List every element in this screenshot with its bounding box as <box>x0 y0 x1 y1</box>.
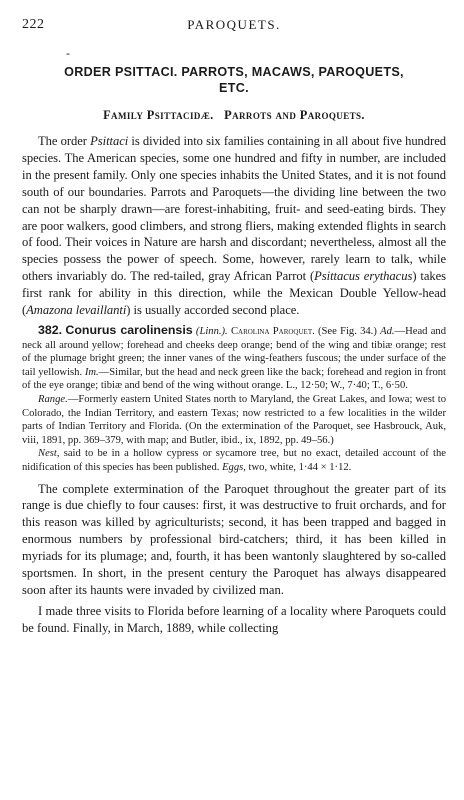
species-description <box>22 324 446 393</box>
page-number: 222 <box>22 17 45 32</box>
intro-text-3: ) takes first rank for ability in this direction, while the Mexican Double Yellow-head ( <box>22 269 446 318</box>
range-text: —Formerly eastern United States north to Maryland, the Great Lakes, and Iowa; west to Colorado, the Indian Territory, and eastern Texas; now restricted to a few localities in the wilder parts of Indian Territory and Florida. (On the extermination of the Paroquet, see Hasbrouck, Auk, viii, 1891, pp. 369–379, with map; and Butler, ibid., ix, 1892, pp. 49–56.) <box>22 393 446 446</box>
running-title: PAROQUETS. <box>187 17 281 32</box>
species-account <box>22 324 446 475</box>
stray-dash: - <box>66 46 70 60</box>
family-label: Family Psittacidæ. <box>103 108 214 122</box>
nest-text: , said to be in a hollow cypress or sycamore tree, but no exact, detailed account of the nidification of this species has been published. <box>22 448 446 473</box>
intro-italic-psittaci: Psittaci <box>90 134 129 148</box>
species-number: 382. <box>38 322 63 337</box>
body-paragraph-2: I made three visits to Florida before learning of a locality where Paroquets could be found. Finally, in March, 1889, while collecting <box>22 603 446 635</box>
order-heading <box>22 64 446 96</box>
family-heading <box>22 108 446 123</box>
intro-text-2: is divided into six families containing in all about five hundred species. The American species, some one hundred and fifty in number, are included in the present family. Only one species inhabits the United States, and it is not found south of our boundaries. Parrots and Paroquets—the dividing line between the two can not be sharply drawn—are forest-inhabiting, fruit- and seed-eating birds. They are poor walkers, good climbers, and strong fliers, making extended flights in search of food. Their voices in Nature are harsh and discordant; nevertheless, almost all the species possess the power of speech. Some, however, rarely learn to talk, while others invariably do. The red-tailed, gray African Parrot ( <box>22 134 446 284</box>
intro-italic-psittacus: Psittacus erythacus <box>314 269 413 284</box>
order-heading-line1: ORDER PSITTACI. PARROTS, MACAWS, PAROQUETS, <box>64 65 404 79</box>
range-label: Range. <box>38 393 68 405</box>
species-authority: (Linn.). <box>195 325 228 337</box>
eggs-text: , two, white, 1·44 × 1·12. <box>243 461 352 473</box>
adult-label: Ad. <box>380 325 395 337</box>
nest-label: Nest <box>38 448 57 460</box>
immature-description: —Similar, but the head and neck green like the back; forehead and region in front of the eye orange; tibiæ and bend of the wing without orange. L., 12·50; W., 7·40; T., 6·50. <box>22 366 446 392</box>
body-paragraph-1: The complete extermination of the Paroquet throughout the greater part of its range is due chiefly to four causes: first, it was destructive to fruit orchards, and for this reason was killed by agriculturists; second, it has been trapped and bagged in enormous numbers by professional bird-catchers; third, it has been killed in myriads for its plumage; and, fourth, it has been wantonly slaughtered by so-called sportsmen. In short, in the present century the Paroquet has always disappeared soon after its haunts were invaded by civilized man. <box>22 481 446 597</box>
immature-label: Im. <box>84 366 99 378</box>
eggs-label: Eggs <box>222 461 244 473</box>
intro-text-1: The order <box>38 134 91 148</box>
species-range <box>22 393 446 447</box>
species-fig-ref: (See Fig. 34.) <box>318 325 377 337</box>
species-common-name: Carolina Paroquet. <box>230 325 315 337</box>
intro-italic-amazona: Amazona levaillanti <box>26 303 127 318</box>
family-title: Parrots and Paroquets. <box>224 108 365 122</box>
intro-text-4: ) is usually accorded second place. <box>126 303 300 318</box>
adult-description: —Head and neck all around yellow; forehead and cheeks deep orange; bend of the wing and tibiæ orange; rest of the plumage bright green; the inner vanes of the wing-feathers fuscous; the under surface of the tail yellowish. <box>22 325 447 378</box>
intro-paragraph <box>22 133 446 319</box>
order-heading-line2: ETC. <box>219 81 249 95</box>
running-head <box>22 0 446 32</box>
species-name: Conurus carolinensis <box>65 322 193 337</box>
species-nest <box>22 447 446 474</box>
